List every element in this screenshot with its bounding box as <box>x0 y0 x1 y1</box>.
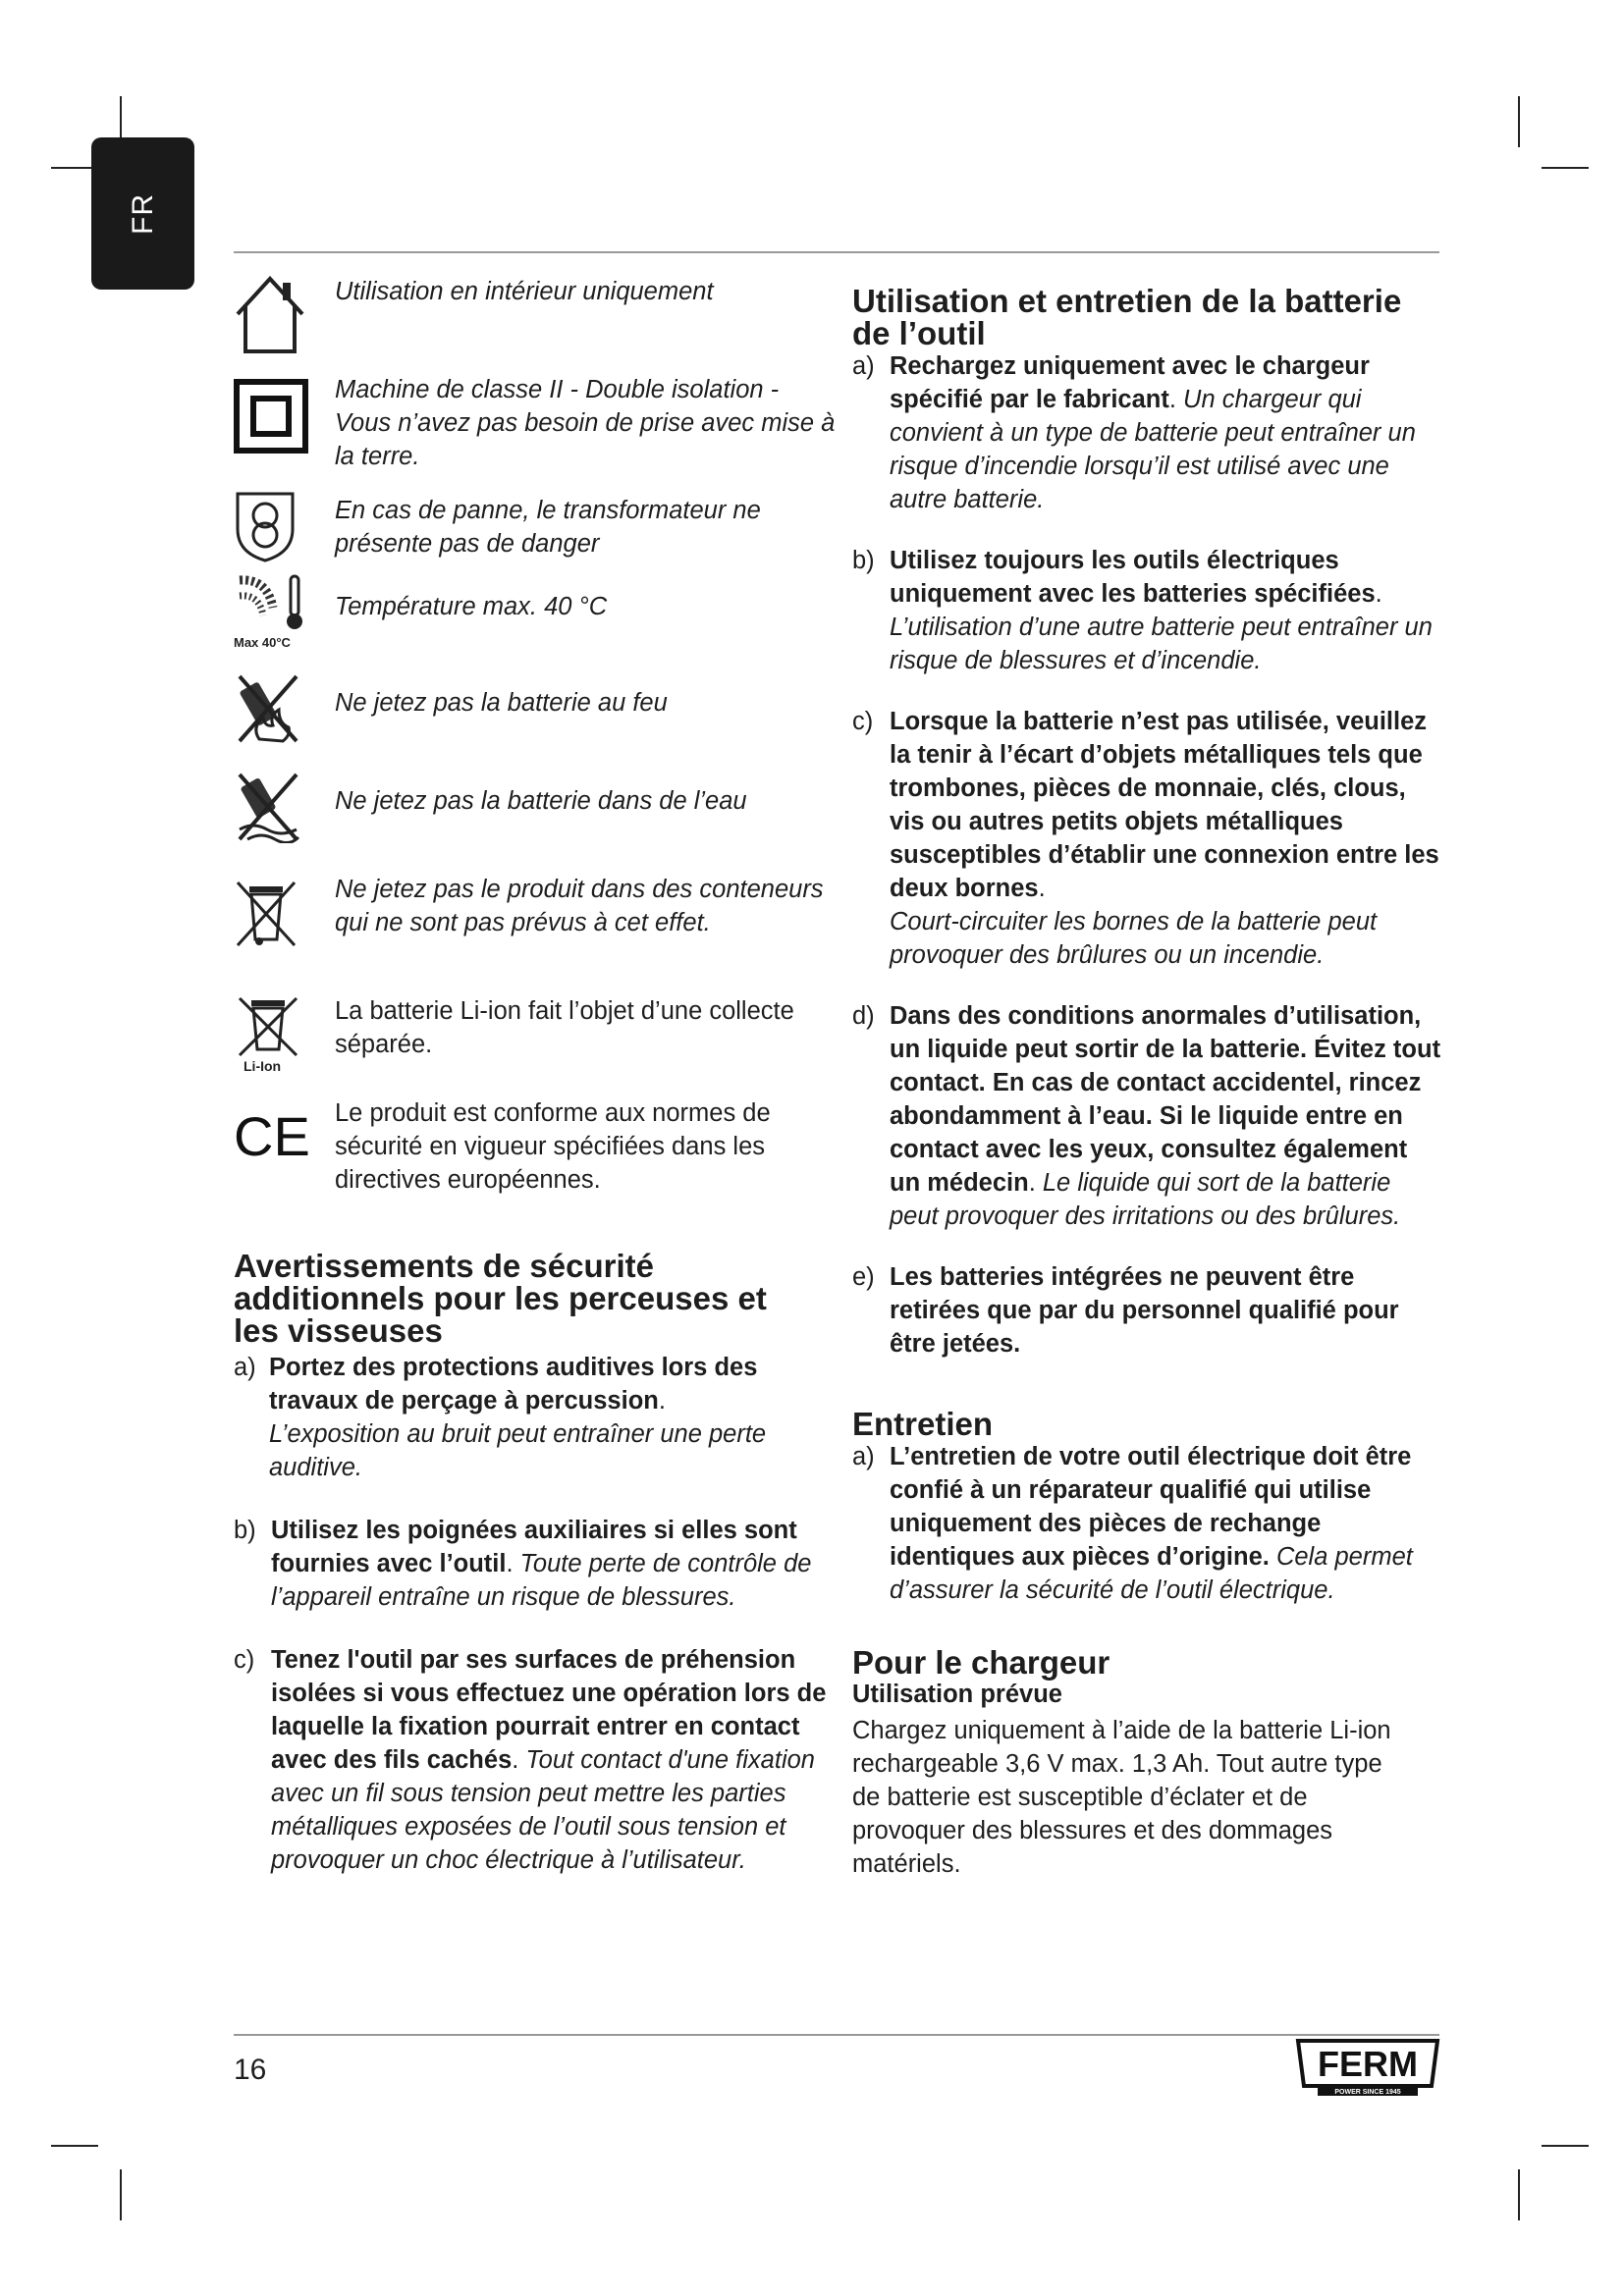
symbol-row <box>234 275 838 373</box>
symbol-row <box>234 373 838 494</box>
li-ion-bin-icon <box>234 994 335 1073</box>
left-column <box>234 275 838 1877</box>
item-italic: Toute perte de contrôle de l’appareil entraîne un risque de blessures. <box>271 1550 812 1611</box>
symbol-text: Utilisation en intérieur uniquement <box>335 278 714 305</box>
symbol-text: En cas de panne, le transformateur ne présente pas de danger <box>335 497 761 558</box>
charger-text: Chargez uniquement à l’aide de la batterie Li-ion rechargeable 3,6 V max. 1,3 Ah. Tout autre type de batterie est susceptible d’éclater et de provoquer des blessures et des dommages matériels. <box>852 1717 1391 1878</box>
item-bold: Portez des protections auditives lors des travaux de perçage à percussion <box>269 1354 758 1415</box>
symbol-text: Ne jetez pas le produit dans des conteneurs qui ne sont pas prévus à cet effet. <box>335 876 824 936</box>
symbol-text: Température max. 40 °C <box>335 593 608 620</box>
right-column <box>852 285 1441 1881</box>
symbol-row <box>234 1096 838 1250</box>
drill-item-a <box>234 1351 838 1484</box>
item-italic: Un chargeur qui convient à un type de batterie peut entraîner un risque d’incendie lorsqu’il est utilisé avec une autre batterie. <box>890 386 1416 513</box>
symbol-text: Ne jetez pas la batterie dans de l’eau <box>335 787 747 815</box>
symbol-row <box>234 774 838 873</box>
item-rest: . <box>512 1746 526 1774</box>
no-water-icon <box>234 774 335 843</box>
logo-tagline: POWER SINCE 1945 <box>1334 2089 1401 2096</box>
thermometer-icon-label: Max 40°C <box>234 635 291 650</box>
transformer-icon <box>234 494 335 562</box>
thermometer-icon <box>234 576 335 651</box>
item-italic: L’utilisation d’une autre batterie peut entraîner un risque de blessures et d’incendie. <box>890 614 1433 674</box>
li-ion-bin-icon-label: Li-Ion <box>244 1058 282 1073</box>
no-fire-icon <box>234 676 335 745</box>
maintenance-section-heading: Entretien <box>852 1406 994 1442</box>
bottom-rule <box>234 2034 1439 2036</box>
item-bold: Utilisez toujours les outils électriques uniquement avec les batteries spécifiées <box>890 547 1376 608</box>
item-rest: . <box>506 1550 520 1577</box>
item-bold: Tenez l'outil par ses surfaces de préhension isolées si vous effectuez une opération lors de laquelle la fixation pourrait entrer en contact avec des fils cachés <box>271 1646 827 1774</box>
item-bold: Utilisez les poignées auxiliaires si elles sont fournies avec l’outil <box>271 1517 797 1577</box>
drill-section-heading: Avertissements de sécurité additionnels pour les perceuses et les visseuses <box>234 1248 767 1349</box>
item-letter: d) <box>852 1002 875 1030</box>
item-letter: a) <box>234 1354 256 1381</box>
item-italic: Cela permet d’assurer la sécurité de l’outil électrique. <box>890 1543 1413 1604</box>
item-letter: c) <box>234 1646 255 1674</box>
maintenance-item-a <box>852 1440 1441 1607</box>
symbol-text: Ne jetez pas la batterie au feu <box>335 689 668 717</box>
class-ii-icon <box>234 373 335 454</box>
item-bold: L’entretien de votre outil électrique doit être confié à un réparateur qualifié qui utilise uniquement des pièces de rechange identiques aux pièces d’origine. <box>890 1443 1412 1571</box>
crop-mark <box>51 2145 98 2147</box>
battery-item-b <box>852 544 1441 677</box>
crop-mark <box>1518 2169 1520 2220</box>
item-letter: c) <box>852 708 874 735</box>
drill-item-b <box>234 1514 838 1614</box>
crossed-bin-icon <box>234 873 335 949</box>
charger-section-heading: Pour le chargeur <box>852 1644 1110 1681</box>
battery-item-d <box>852 999 1441 1233</box>
symbol-row <box>234 576 838 676</box>
ce-mark-text: CE <box>234 1106 310 1165</box>
item-italic: Le liquide qui sort de la batterie peut provoquer des irritations ou des brûlures. <box>890 1169 1401 1230</box>
item-rest: . <box>1375 580 1382 608</box>
symbol-row <box>234 676 838 774</box>
item-rest: . <box>1038 875 1046 902</box>
item-letter: b) <box>234 1517 256 1544</box>
ce-mark-icon <box>234 1096 335 1165</box>
battery-section-heading: Utilisation et entretien de la batterie de l’outil <box>852 283 1402 351</box>
symbol-row <box>234 873 838 994</box>
symbol-row <box>234 494 838 576</box>
symbol-text: La batterie Li-ion fait l’objet d’une collecte séparée. <box>335 997 794 1058</box>
item-letter: e) <box>852 1263 875 1291</box>
crop-mark <box>1542 167 1589 169</box>
item-rest: . <box>1028 1169 1043 1197</box>
crop-mark <box>120 2169 122 2220</box>
item-rest: . <box>1168 386 1184 413</box>
item-rest: . <box>658 1387 666 1415</box>
item-italic: Tout contact d'une fixation avec un fil sous tension peut mettre les parties métalliques exposées de l’outil sous tension et provoquer un choc électrique à l’utilisateur. <box>271 1746 815 1874</box>
house-icon <box>234 275 335 355</box>
symbol-row <box>234 994 838 1096</box>
charger-subheading: Utilisation prévue <box>852 1681 1062 1708</box>
item-bold: Les batteries intégrées ne peuvent être retirées que par du personnel qualifié pour être jetées. <box>890 1263 1399 1358</box>
item-rest <box>1270 1543 1276 1571</box>
item-letter: b) <box>852 547 875 574</box>
item-letter: a) <box>852 1443 875 1470</box>
item-italic: Court-circuiter les bornes de la batterie peut provoquer des brûlures ou un incendie. <box>890 908 1378 969</box>
item-letter: a) <box>852 352 875 380</box>
battery-item-c <box>852 705 1441 972</box>
logo-text: FERM <box>1318 2044 1418 2084</box>
battery-item-e <box>852 1260 1441 1361</box>
top-rule <box>234 251 1439 253</box>
drill-item-c <box>234 1643 838 1877</box>
item-bold: Dans des conditions anormales d’utilisation, un liquide peut sortir de la batterie. Évitez tout contact. En cas de contact accidentel, rincez abondamment à l’eau. Si le liquide entre en contact avec les yeux, consultez également un médecin <box>890 1002 1441 1197</box>
battery-item-a <box>852 349 1441 516</box>
page-number: 16 <box>234 2054 267 2086</box>
item-bold: Lorsque la batterie n’est pas utilisée, veuillez la tenir à l’écart d’objets métalliques tels que trombones, pièces de monnaie, clés, clous, vis ou autres petits objets métalliques susceptibles d’établir une connexion entre les deux bornes <box>890 708 1439 902</box>
symbol-text: Machine de classe II - Double isolation - Vous n’avez pas besoin de prise avec mise à la terre. <box>335 376 836 470</box>
ferm-logo <box>1294 2037 1441 2098</box>
item-italic: L’exposition au bruit peut entraîner une perte auditive. <box>269 1420 767 1481</box>
language-tab-label: FR <box>126 192 159 235</box>
item-bold: Rechargez uniquement avec le chargeur spécifié par le fabricant <box>890 352 1370 413</box>
crop-mark <box>1542 2145 1589 2147</box>
crop-mark <box>1518 96 1520 147</box>
symbol-text: Le produit est conforme aux normes de sécurité en vigueur spécifiées dans les directives européennes. <box>335 1099 771 1194</box>
